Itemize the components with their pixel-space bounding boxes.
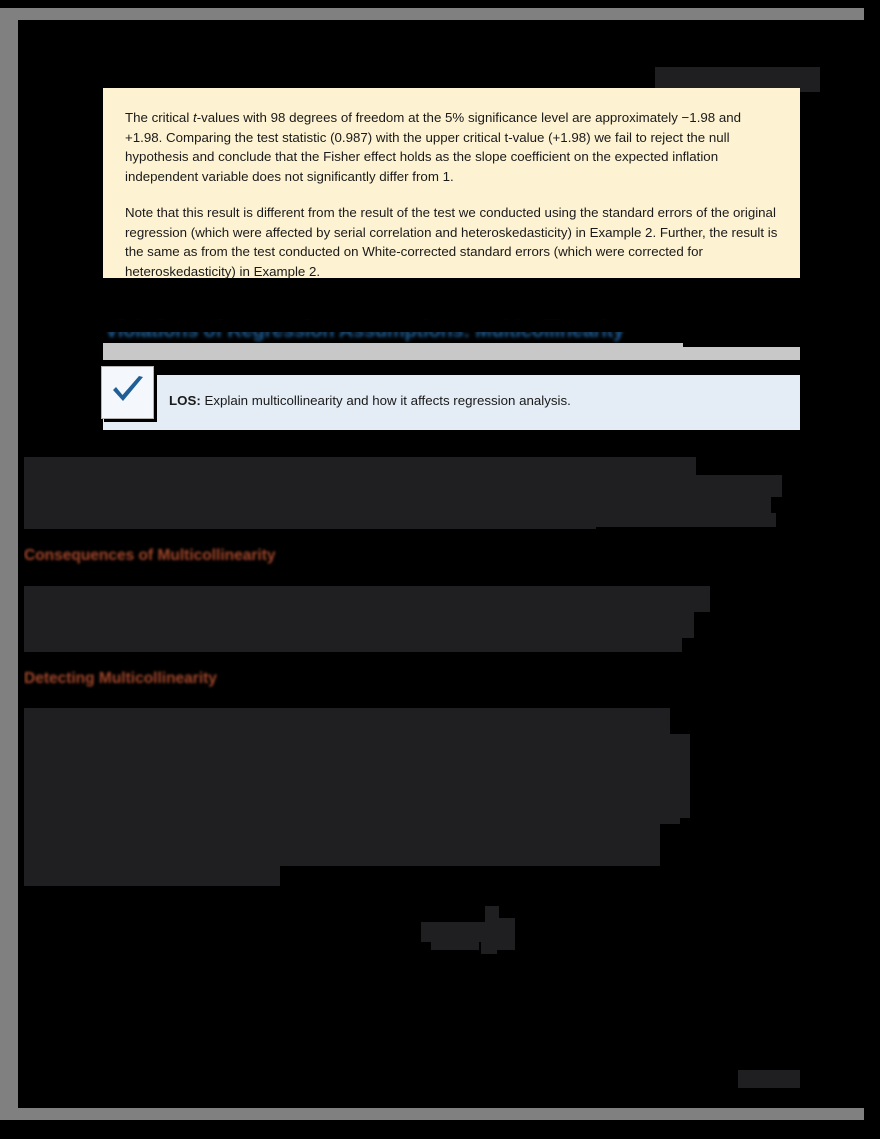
redacted-line [24,475,782,497]
section-heading-redaction-right [683,320,800,347]
redacted-line [24,457,696,475]
subheading-consequences: Consequences of Multicollinearity [24,547,276,564]
redacted-line [24,519,596,529]
document-page [18,20,864,1108]
checkmark-icon [101,366,154,419]
subheading-redaction-left [18,547,24,569]
subheading-redaction-right [254,670,754,692]
solution-callout-box [103,88,800,278]
frame-edge-bottom [0,1108,864,1120]
redacted-formula-glyph [403,900,528,955]
redacted-line [24,802,680,824]
italic-t: t [192,110,197,125]
footer-page-number [738,1070,800,1088]
frame-edge-top [0,8,864,20]
section-heading-group [103,320,800,360]
subheading-detecting: Detecting Multicollinearity [24,670,217,687]
frame-edge-left [0,8,18,1120]
solution-paragraph-2: Note that this result is different from the result of the test we conducted using the standard errors of the original regression (which were affected by serial correlation and heteroskedasticity) in Example 2. Further, the result is the same as from the test conducted on White-corrected standard errors (which were corrected for heteroskedasticity) in Example 2. [125,205,778,279]
los-description: Explain multicollinearity and how it affects regression analysis. [204,393,571,408]
redacted-line [24,586,710,612]
redacted-line [596,513,776,527]
los-label: LOS: [169,393,201,408]
solution-paragraph-1: The critical t-values with 98 degrees of freedom at the 5% significance level are approximately −1.98 and +1.98. Comparing the test statistic (0.987) with the upper critical t-value (+1.98) we fail to reject the null hypothesis and conclude that the Fisher effect holds as the slope coefficient on the expected inflation independent variable does not significantly differ from 1. [125,110,742,184]
los-callout [103,375,800,430]
redacted-line [24,708,670,734]
subheading-redaction-left [18,670,24,692]
redacted-line [24,612,694,638]
subheading-redaction-right [334,547,754,569]
redacted-line [24,858,280,886]
los-text [169,393,571,408]
redacted-line [24,638,682,652]
